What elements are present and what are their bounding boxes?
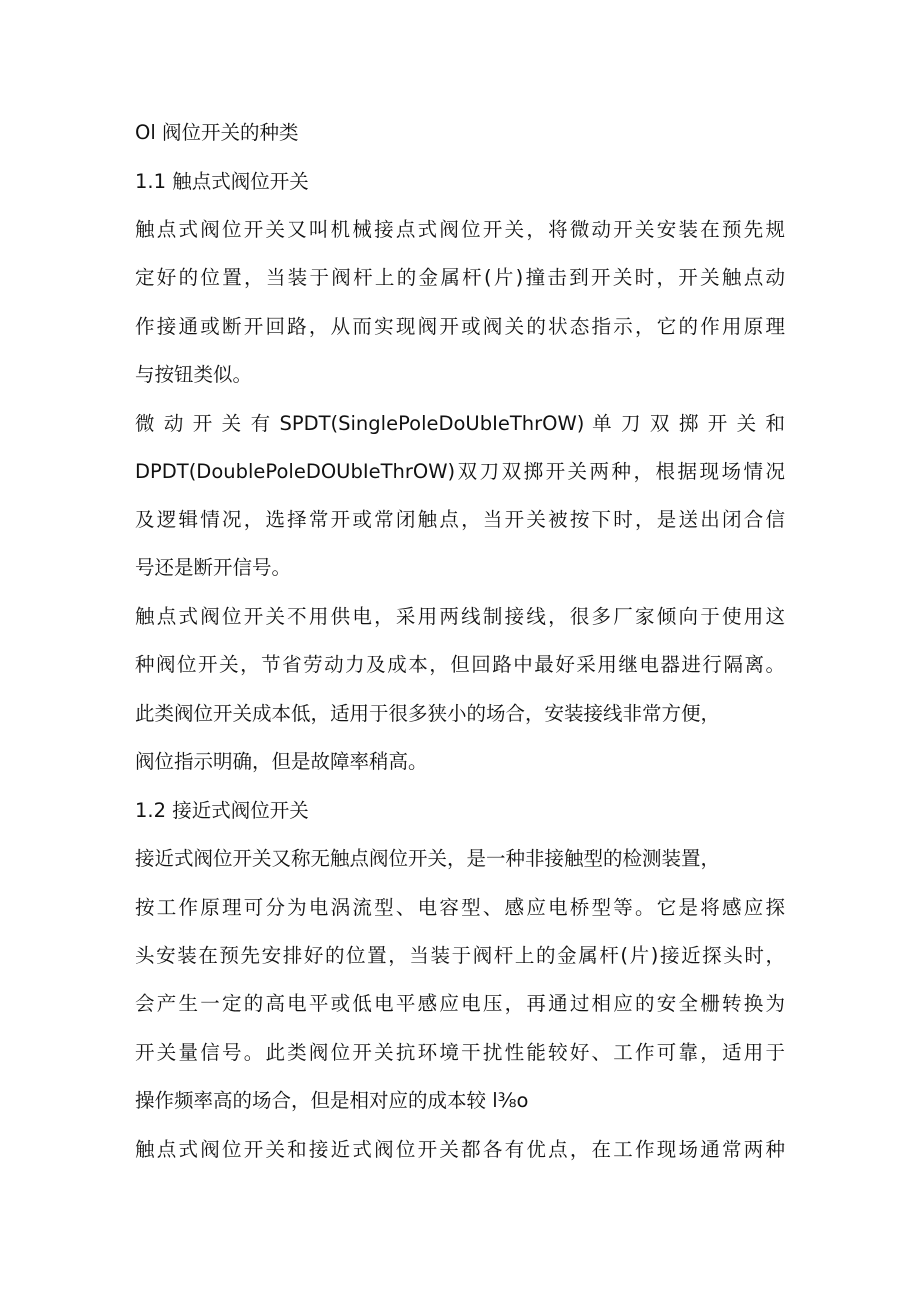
subsection-heading-proximity: 1.2 接近式阀位开关: [135, 799, 309, 822]
paragraph-line: 开关量信号。此类阀位开关抗环境干扰性能较好、工作可靠，适用于: [135, 1041, 785, 1064]
paragraph-line: 种阀位开关，节省劳动力及成本，但回路中最好采用继电器进行隔离。: [135, 653, 785, 676]
paragraph-line: 作接通或断开回路，从而实现阀开或阀关的状态指示，它的作用原理: [135, 315, 785, 338]
paragraph-line: 此类阀位开关成本低，适用于很多狭小的场合，安装接线非常方便，: [135, 702, 721, 725]
paragraph-line: 接近式阀位开关又称无触点阀位开关，是一种非接触型的检测装置，: [135, 847, 721, 870]
paragraph-line: 会产生一定的高电平或低电平感应电压，再通过相应的安全栅转换为: [135, 992, 785, 1015]
section-title: Ol 阀位开关的种类: [135, 121, 299, 144]
subsection-heading-contact: 1.1 触点式阀位开关: [135, 170, 309, 193]
paragraph-line: 与按钮类似。: [135, 363, 253, 386]
paragraph-line: 微 动 开 关 有 SPDT(SinglePoleDoUbIeThrOW) 单 刀 双 掷 开 关 和: [135, 412, 785, 435]
paragraph-line: 阀位指示明确，但是故障率稍高。: [135, 750, 428, 773]
paragraph-line: DPDT(DoublePoleDOUbIeThrOW)双刀双掷开关两种，根据现场情况: [135, 460, 785, 483]
paragraph-line: 号还是断开信号。: [135, 556, 292, 579]
paragraph-line: 触点式阀位开关和接近式阀位开关都各有优点，在工作现场通常两种: [135, 1138, 785, 1161]
paragraph-line: 操作频率高的场合，但是相对应的成本较 l⅜o: [135, 1089, 529, 1112]
paragraph-line: 及逻辑情况，选择常开或常闭触点，当开关被按下时，是送出闭合信: [135, 508, 785, 531]
paragraph-line: 触点式阀位开关不用供电，采用两线制接线，很多厂家倾向于使用这: [135, 605, 785, 628]
paragraph-line: 定好的位置，当装于阀杆上的金属杆(片)撞击到开关时，开关触点动: [135, 266, 785, 289]
paragraph-line: 触点式阀位开关又叫机械接点式阀位开关，将微动开关安装在预先规: [135, 218, 785, 241]
paragraph-line: 按工作原理可分为电涡流型、电容型、感应电桥型等。它是将感应探: [135, 896, 785, 919]
paragraph-line: 头安装在预先安排好的位置，当装于阀杆上的金属杆(片)接近探头时，: [135, 944, 785, 967]
